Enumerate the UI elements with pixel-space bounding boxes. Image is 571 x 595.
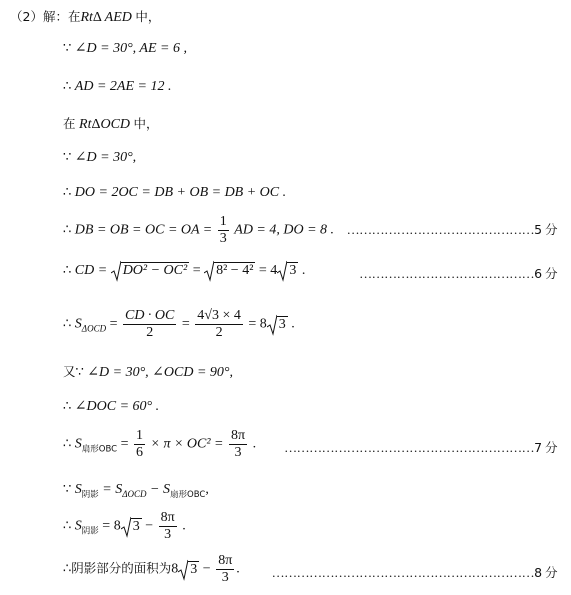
- eq-s: = S: [102, 482, 123, 497]
- angle-expr: ∠D = 30°, ∠OCD = 90°,: [87, 365, 234, 380]
- sqrt-radical: 3: [178, 559, 199, 581]
- score-8: 8 分: [534, 565, 557, 580]
- because-symbol: ∵: [63, 482, 72, 497]
- cd-line: [63, 260, 305, 284]
- score-leader-5: ………………………………………5 分: [346, 222, 557, 237]
- s-subscript: 阴影: [81, 490, 99, 500]
- rt-label: Rt: [80, 10, 93, 25]
- s-symbol: S: [74, 518, 82, 534]
- you-prefix: 又: [63, 364, 76, 379]
- mid-expr: × π × OC² =: [150, 436, 224, 452]
- therefore-symbol: ∴: [63, 561, 72, 577]
- because-symbol: ∵: [63, 41, 72, 56]
- minus: −: [145, 518, 154, 534]
- therefore-symbol: ∴: [63, 518, 72, 534]
- do-line: [63, 184, 286, 202]
- angle-expr: ∠D = 30°,: [74, 150, 137, 165]
- cd-lhs: CD =: [74, 263, 108, 279]
- eq: = 8: [102, 518, 121, 534]
- therefore-symbol: ∴: [63, 316, 72, 332]
- angle-ocd-line: [63, 363, 233, 382]
- shaded-def-line: [63, 481, 209, 504]
- triangle-symbol-2: Δ: [91, 117, 101, 132]
- eq: =: [120, 436, 129, 452]
- shaded-value-line: [63, 510, 186, 548]
- triangle-name-2: OCD: [100, 117, 131, 132]
- sqrt-radical-1: DO² − OC²: [111, 260, 190, 282]
- db-line: [63, 214, 334, 246]
- eight-pi-third-fraction: $\frac{8\pi}{3}$: [231, 428, 246, 460]
- given-angle-line: [63, 40, 187, 58]
- s-subscript: 阴影: [81, 526, 99, 537]
- end: .: [252, 436, 257, 452]
- sqrt-radical-2: 8² − 4²: [204, 260, 255, 282]
- end: .: [291, 316, 295, 332]
- angle-doc-line: [63, 398, 159, 416]
- one-sixth-fraction: $\frac{1}{6}$: [136, 428, 143, 460]
- ad-line: [63, 78, 171, 96]
- s-subscript: 扇形OBC: [81, 444, 118, 455]
- score-7: 7 分: [534, 440, 557, 455]
- score-5: 5 分: [534, 222, 557, 237]
- s-subscript-2: ΔOCD: [122, 489, 147, 499]
- sqrt-radical-3: 3: [277, 260, 298, 282]
- s-symbol: S: [74, 482, 82, 497]
- score-leader-7: ……………………………………………………7 分: [284, 440, 557, 455]
- angle-doc-expr: ∠DOC = 60° .: [74, 399, 160, 414]
- therefore-symbol: ∴: [63, 399, 72, 414]
- because-symbol: ∵: [63, 150, 72, 165]
- s-symbol: S: [74, 436, 82, 452]
- triangle-name: AED: [104, 10, 132, 25]
- do-expr: DO = 2OC = DB + OB = DB + OC .: [74, 185, 287, 200]
- ocd-header: [63, 115, 159, 134]
- product-fraction: $\frac{4√3 \times 4}{2}$: [197, 308, 241, 340]
- minus: −: [202, 561, 211, 577]
- sqrt-radical: 3: [267, 314, 288, 336]
- eight-pi-third-fraction: $\frac{8\pi}{3}$: [218, 553, 233, 585]
- one-third-fraction: $\frac{1}{3}$: [219, 214, 227, 246]
- cd-eq2: = 4: [258, 263, 278, 279]
- s-symbol: S: [74, 316, 82, 332]
- ad-expr: AD = 2AE = 12 .: [74, 79, 172, 94]
- score-6: 6 分: [534, 266, 557, 281]
- minus-s: − S: [150, 482, 170, 497]
- conclusion-text: 阴影部分的面积为: [71, 560, 172, 576]
- sector-area-line: [63, 428, 256, 466]
- end: .: [182, 518, 186, 534]
- value-8: 8: [171, 561, 179, 577]
- conclusion-line: [63, 553, 240, 591]
- score-leader-6: ……………………………………6 分: [359, 266, 557, 281]
- triangle-symbol: Δ: [92, 10, 102, 25]
- eq2: =: [181, 316, 190, 332]
- therefore-symbol: ∴: [63, 79, 72, 94]
- db-rhs: AD = 4, DO = 8 .: [234, 222, 335, 238]
- score-leader-8: ………………………………………………………8 分: [271, 565, 557, 580]
- therefore-symbol: ∴: [63, 263, 72, 279]
- db-lhs: DB = OB = OC = OA =: [74, 222, 213, 238]
- because-symbol: ∵: [75, 365, 84, 380]
- eight-pi-third-fraction: $\frac{8\pi}{3}$: [160, 510, 175, 542]
- ocd-suffix: 中，: [133, 116, 159, 131]
- therefore-symbol: ∴: [63, 436, 72, 452]
- sqrt-radical: 3: [121, 516, 142, 538]
- header-suffix: 中，: [135, 9, 161, 24]
- ocd-prefix: 在: [63, 116, 76, 131]
- given-expr: ∠D = 30°, AE = 6 ,: [74, 41, 187, 56]
- cd-end: .: [301, 263, 306, 279]
- s-subscript: ΔOCD: [81, 323, 107, 334]
- end: ,: [205, 482, 209, 497]
- solution-header: [10, 8, 160, 27]
- eq3: = 8: [248, 316, 267, 332]
- rt-label-2: Rt: [79, 117, 92, 132]
- cd-oc-fraction: $\frac{CD \cdot OC}{2}$: [124, 308, 175, 340]
- s-subscript-3: 扇形OBC: [170, 490, 206, 500]
- end: .: [236, 561, 240, 577]
- cd-eq1: =: [192, 263, 201, 279]
- therefore-symbol: ∴: [63, 222, 72, 238]
- eq: =: [109, 316, 118, 332]
- angle-d-line: [63, 149, 136, 167]
- header-prefix: （2）解：在: [10, 9, 81, 24]
- therefore-symbol: ∴: [63, 185, 72, 200]
- area-triangle-line: [63, 308, 295, 346]
